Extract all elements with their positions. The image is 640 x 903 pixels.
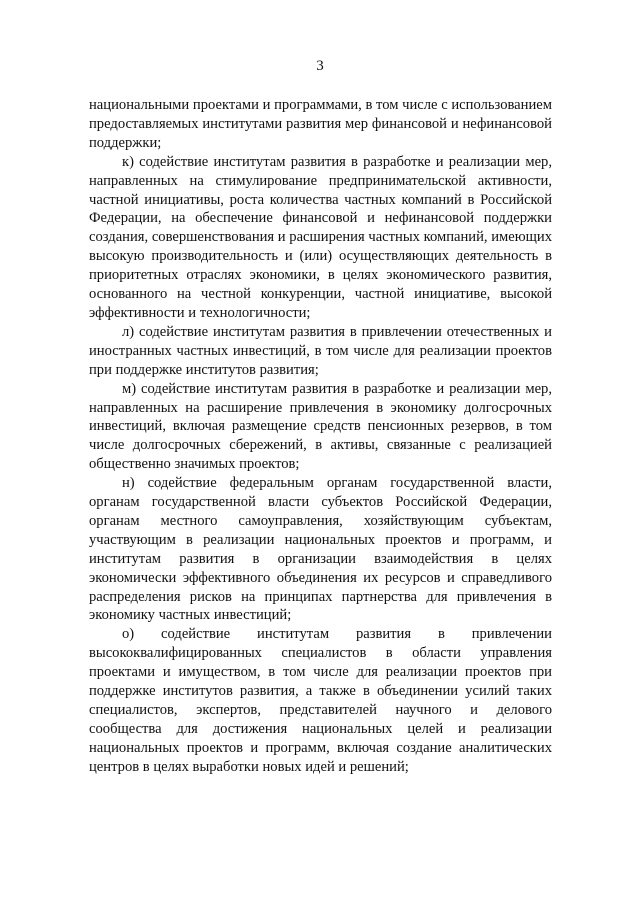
document-body xyxy=(89,96,552,777)
paragraph-item-k: к) содействие институтам развития в разработке и реализации мер, направленных на стимулирование предпринимательской активности, частной инициативы, роста количества частных компаний в Российской Федерации, на обеспечение финансовой и нефинансовой поддержки создания, совершенствования и расширения частных компаний, имеющих высокую производительность и (или) осуществляющих деятельность в приоритетных отраслях экономики, в целях экономического развития, основанного на честной конкуренции, частной инициативе, высокой эффективности и технологичности; xyxy=(89,153,552,321)
page-number: 3 xyxy=(316,58,324,74)
paragraph-item-l: л) содействие институтам развития в привлечении отечественных и иностранных частных инвестиций, в том числе для реализации проектов при поддержке институтов развития; xyxy=(89,323,552,378)
paragraph-item-n: н) содействие федеральным органам государственной власти, органам государственной власти субъектов Российской Федерации, органам местного самоуправления, хозяйствующим субъектам, участвующим в реализации национальных проектов и программ, и институтам развития в организации взаимодействия в целях экономически эффективного объединения их ресурсов и справедливого распределения рисков на принципах партнерства для привлечения в экономику частных инвестиций; xyxy=(89,475,552,624)
paragraph-continuation: национальными проектами и программами, в том числе с использованием предоставляемых институтами развития мер финансовой и нефинансовой поддержки; xyxy=(89,97,552,151)
paragraph-item-m: м) содействие институтам развития в разработке и реализации мер, направленных на расширение привлечения в экономику долгосрочных инвестиций, включая размещение средств пенсионных резервов, в том числе долгосрочных сбережений, в активы, связанные с реализацией общественно значимых проектов; xyxy=(89,380,552,473)
paragraph-item-o: о) содействие институтам развития в привлечении высококвалифицированных специалистов в области управления проектами и имуществом, в том числе для реализации проектов при поддержке институтов развития, а также в объединении усилий таких специалистов, экспертов, представителей научного и делового сообщества для достижения национальных целей и реализации национальных проектов и программ, включая создание аналитических центров в целях выработки новых идей и решений; xyxy=(89,626,552,775)
